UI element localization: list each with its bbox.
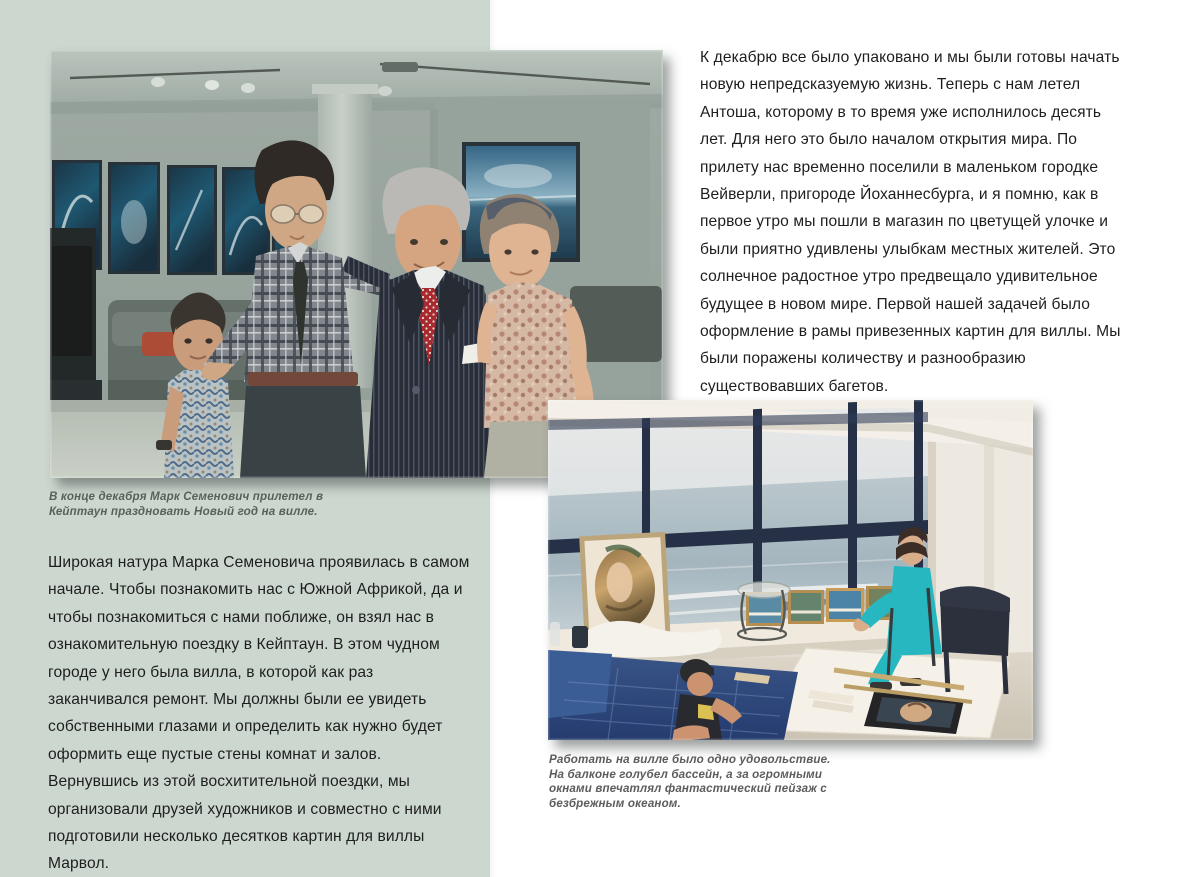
photo-villa-room-ocean (548, 400, 1033, 740)
left-column-paragraph: Широкая натура Марка Семеновича проявилась в самом начале. Чтобы познакомить нас с Южной Африкой, да и чтобы познакомиться с нами поближе, он взял нас в ознакомительную поездку в Кейптаун. В этом чудном городе у него была вилла, в которой как раз заканчивался ремонт. Мы должны были ее увидеть собственными глазами и определить как нужно будет оформить еще пустые стены комнат и залов. Вернувшись из этой восхитительной поездки, мы организовали друзей художников и совместно с ними подготовили несколько десятков картин для виллы Марвол. (48, 554, 470, 873)
right-column-paragraph: К декабрю все было упаковано и мы были готовы начать новую непредсказуемую жизнь. Теперь с нам летел Антоша, которому в то время уже исполнилось десять лет. Для него это было началом открытия мира. По прилету нас временно поселили в маленьком городке Вейверли, пригороде Йоханнесбурга, и я помню, как в первое утро мы пошли в магазин по цветущей улочке и были приятно удивлены улыбкам местных жителей. Это солнечное радостное утро предвещало удивительное будущее в новом мире. Первой нашей задачей было оформление в рамы привезенных картин для виллы. Мы были поражены количеству и разнообразию существовавших багетов. (700, 49, 1121, 395)
photo-villa-illustration (548, 400, 1033, 740)
photo-family-caption: В конце декабря Марк Семенович прилетел в Кейптаун праздновать Новый год на вилле. (49, 490, 324, 518)
photo-villa-caption: Работать на вилле было одно удовольствие. На балконе голубел бассейн, а за огромными окнами впечатлял фантастический пейзаж с безбрежным океаном. (549, 753, 831, 810)
